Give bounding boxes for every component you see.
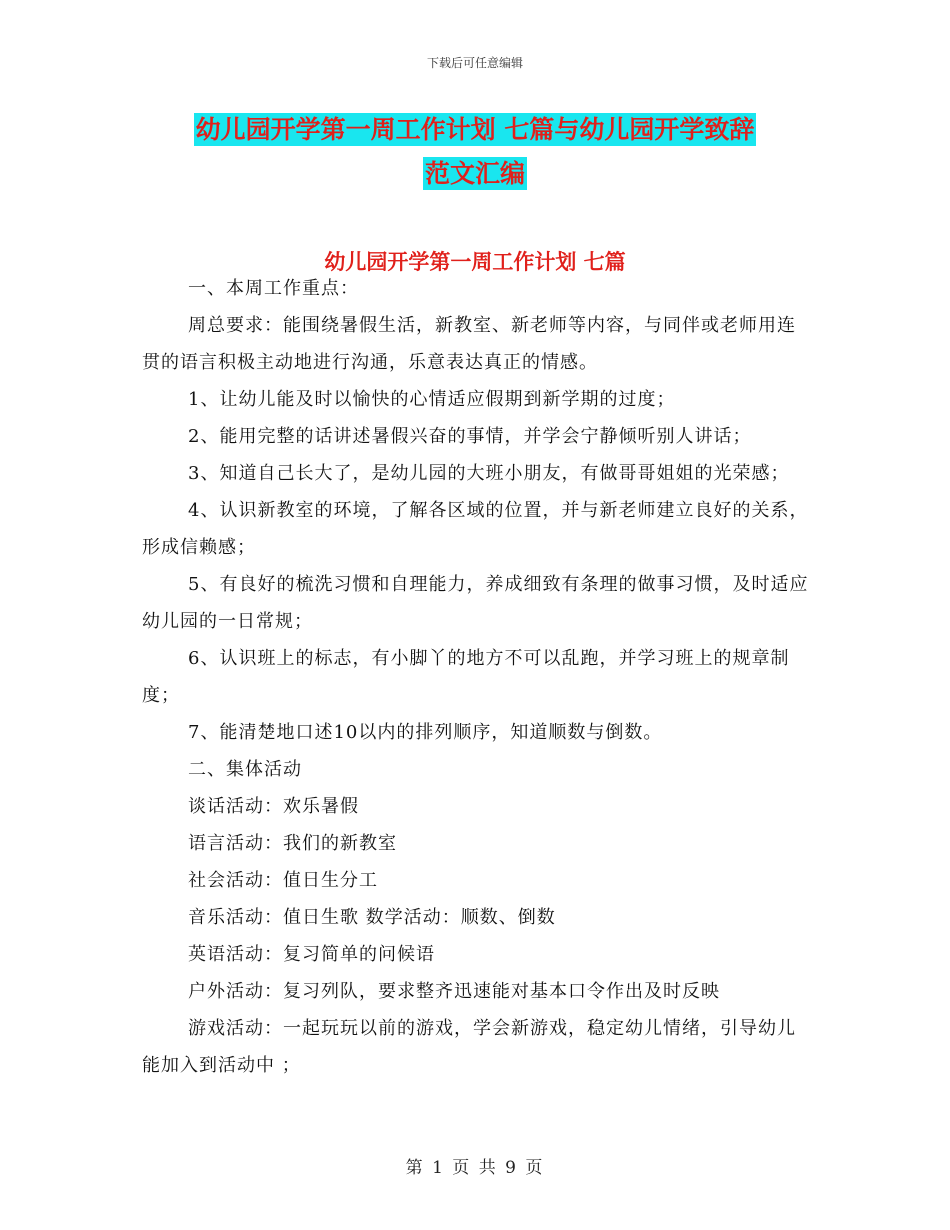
paragraph: 3、知道自己长大了，是幼儿园的大班小朋友，有做哥哥姐姐的光荣感； [188, 463, 790, 484]
paragraph: 语言活动：我们的新教室 [188, 833, 397, 854]
document-title-line-1 [0, 112, 950, 148]
paragraph: 7、能清楚地口述10以内的排列顺序，知道顺数与倒数。 [188, 722, 663, 743]
paragraph: 谈话活动：欢乐暑假 [188, 796, 359, 817]
section-heading: 幼儿园开学第一周工作计划 七篇 [324, 250, 626, 274]
paragraph: 二、集体活动 [188, 759, 302, 780]
paragraph: 户外活动：复习列队，要求整齐迅速能对基本口令作出及时反映 [188, 981, 720, 1002]
document-title-line-2 [0, 156, 950, 192]
paragraph: 5、有良好的梳洗习惯和自理能力，养成细致有条理的做事习惯，及时适应幼儿园的一日常规； [142, 574, 809, 632]
paragraph: 6、认识班上的标志，有小脚丫的地方不可以乱跑，并学习班上的规章制度； [142, 648, 790, 706]
paragraph: 周总要求：能围绕暑假生活，新教室、新老师等内容，与同伴或老师用连贯的语言积极主动地进行沟通，乐意表达真正的情感。 [142, 315, 796, 373]
paragraph: 2、能用完整的话讲述暑假兴奋的事情，并学会宁静倾听别人讲话； [188, 426, 752, 447]
document-body [142, 270, 810, 1084]
document-title-text-2: 范文汇编 [424, 159, 525, 188]
paragraph: 一、本周工作重点： [188, 278, 359, 299]
paragraph: 社会活动：值日生分工 [188, 870, 378, 891]
paragraph: 4、认识新教室的环境，了解各区域的位置，并与新老师建立良好的关系，形成信赖感； [142, 500, 809, 558]
paragraph: 英语活动：复习简单的问候语 [188, 944, 435, 965]
paragraph: 1、让幼儿能及时以愉快的心情适应假期到新学期的过度； [188, 389, 676, 410]
page-footer: 第 1 页 共 9 页 [405, 1158, 545, 1178]
paragraph: 音乐活动：值日生歌 数学活动：顺数、倒数 [188, 907, 556, 928]
header-note: 下载后可任意编辑 [426, 56, 523, 70]
paragraph: 游戏活动：一起玩玩以前的游戏，学会新游戏，稳定幼儿情绪，引导幼儿能加入到活动中 ； [142, 1018, 796, 1076]
document-title-text-1: 幼儿园开学第一周工作计划 七篇与幼儿园开学致辞 [195, 115, 755, 144]
